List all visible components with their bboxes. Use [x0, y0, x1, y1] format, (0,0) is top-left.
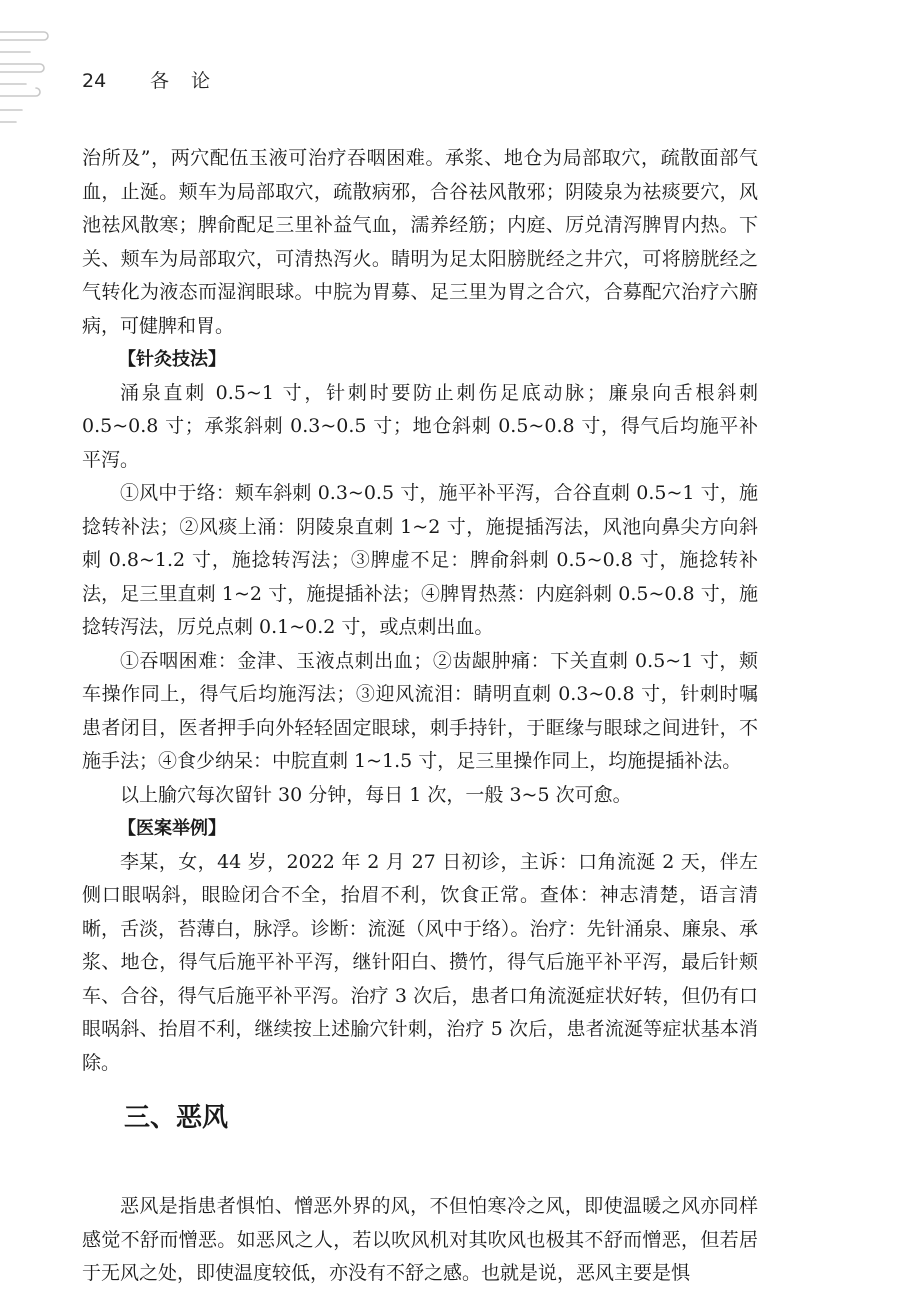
heading-acupuncture-technique: 【针灸技法】 — [118, 349, 226, 370]
header-decoration-lines — [0, 0, 60, 130]
paragraph-2: 涌泉直刺 0.5~1 寸，针刺时要防止刺伤足底动脉；廉泉向舌根斜刺 0.5~0.8 寸；承浆斜刺 0.3~0.5 寸；地仓斜刺 0.5~0.8 寸，得气后均施平补平泻。 — [82, 381, 758, 471]
paragraph-7: 恶风是指患者惧怕、憎恶外界的风，不但怕寒冷之风，即使温暖之风亦同样感觉不舒而憎恶。如恶风之人，若以吹风机对其吹风也极其不舒而憎恶，但若居于无风之处，即使温度较低，亦没有不舒之感。也就是说，恶风主要是惧 — [82, 1195, 758, 1284]
running-header — [82, 66, 232, 93]
page-number: 24 — [82, 70, 107, 92]
heading-case-example: 【医案举例】 — [118, 818, 226, 839]
paragraph-3: ①风中于络：颊车斜刺 0.3~0.5 寸，施平补平泻，合谷直刺 0.5~1 寸，施捻转补法；②风痰上涌：阴陵泉直刺 1~2 寸，施提插泻法，风池向鼻尖方向斜刺 0.8~1.2 寸，施捻转泻法；③脾虚不足：脾俞斜刺 0.5~0.8 寸，施捻转补法，足三里直刺 1~2 寸，施提插补法；④脾胃热蒸：内庭斜刺 0.5~0.8 寸，施捻转泻法，厉兑点刺 0.1~0.2 寸，或点刺出血。 — [82, 482, 758, 638]
paragraph-5: 以上腧穴每次留针 30 分钟，每日 1 次，一般 3~5 次可愈。 — [120, 783, 632, 806]
section-label: 各论 — [150, 70, 233, 92]
paragraph-4: ①吞咽困难：金津、玉液点刺出血；②齿龈肿痛：下关直刺 0.5~1 寸，颊车操作同上，得气后均施泻法；③迎风流泪：睛明直刺 0.3~0.8 寸，针刺时嘱患者闭目，医者押手向外轻轻固定眼球，刺手持针，于眶缘与眼球之间进针，不施手法；④食少纳呆：中脘直刺 1~1.5 寸，足三里操作同上，均施提插补法。 — [82, 649, 758, 772]
paragraph-1: 治所及”，两穴配伍玉液可治疗吞咽困难。承浆、地仓为局部取穴，疏散面部气血，止涎。颊车为局部取穴，疏散病邪，合谷祛风散邪；阴陵泉为祛痰要穴，风池祛风散寒；脾俞配足三里补益气血，濡养经筋；内庭、厉兑清泻脾胃内热。下关、颊车为局部取穴，可清热泻火。睛明为足太阳膀胱经之井穴，可将膀胱经之气转化为液态而湿润眼球。中脘为胃募、足三里为胃之合穴，合募配穴治疗六腑病，可健脾和胃。 — [82, 147, 758, 337]
paragraph-6: 李某，女，44 岁，2022 年 2 月 27 日初诊，主诉：口角流涎 2 天，伴左侧口眼㖞斜，眼睑闭合不全，抬眉不利，饮食正常。查体：神志清楚，语言清晰，舌淡，苔薄白，脉浮。诊断：流涎（风中于络）。治疗：先针涌泉、廉泉、承浆、地仓，得气后施平补平泻，继针阳白、攒竹，得气后施平补平泻，最后针颊车、合谷，得气后施平补平泻。治疗 3 次后，患者口角流涎症状好转，但仍有口眼㖞斜、抬眉不利，继续按上述腧穴针刺，治疗 5 次后，患者流涎等症状基本消除。 — [82, 850, 758, 1074]
page-body — [82, 142, 758, 1291]
section-title: 三、恶风 — [124, 1103, 229, 1133]
